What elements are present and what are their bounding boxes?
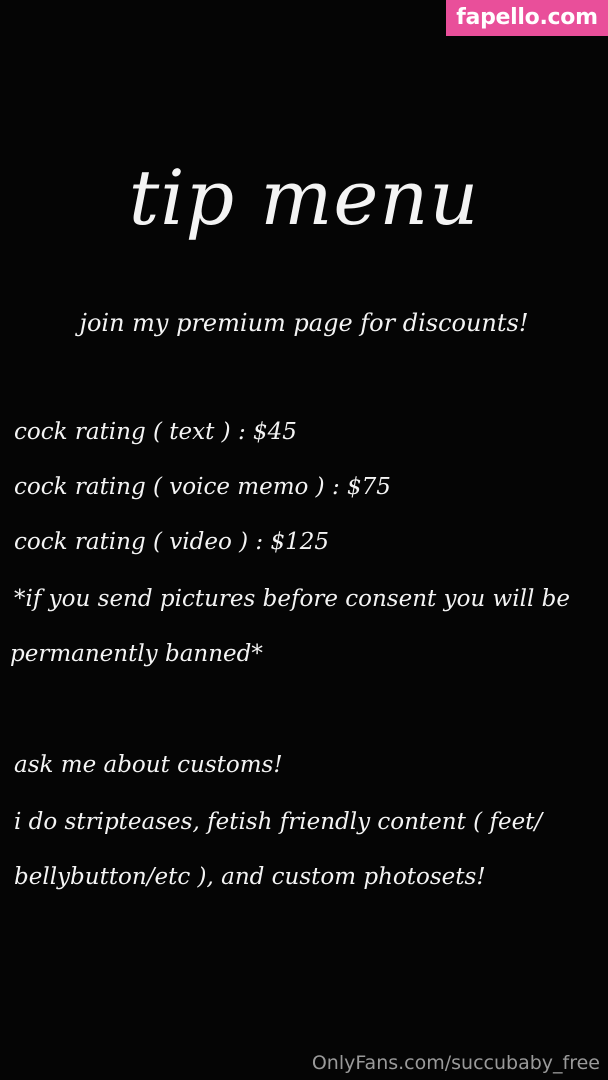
menu-subtitle: join my premium page for discounts! (79, 309, 529, 337)
fapello-watermark-badge: fapello.com (446, 0, 608, 36)
customs-heading: ask me about customs! (14, 752, 283, 778)
menu-item-video-rating: cock rating ( video ) : $125 (14, 529, 330, 555)
warning-line-1: *if you send pictures before consent you will be (14, 586, 570, 612)
menu-item-voice-rating: cock rating ( voice memo ) : $75 (14, 474, 391, 500)
customs-line-1: i do stripteases, fetish friendly content ( feet/ (14, 809, 543, 835)
onlyfans-watermark: OnlyFans.com/succubaby_free (311, 1052, 600, 1074)
menu-item-text-rating: cock rating ( text ) : $45 (14, 419, 297, 445)
customs-line-2: bellybutton/etc ), and custom photosets! (14, 864, 486, 890)
warning-line-2: permanently banned* (10, 641, 263, 667)
menu-title: tip menu (128, 153, 480, 242)
